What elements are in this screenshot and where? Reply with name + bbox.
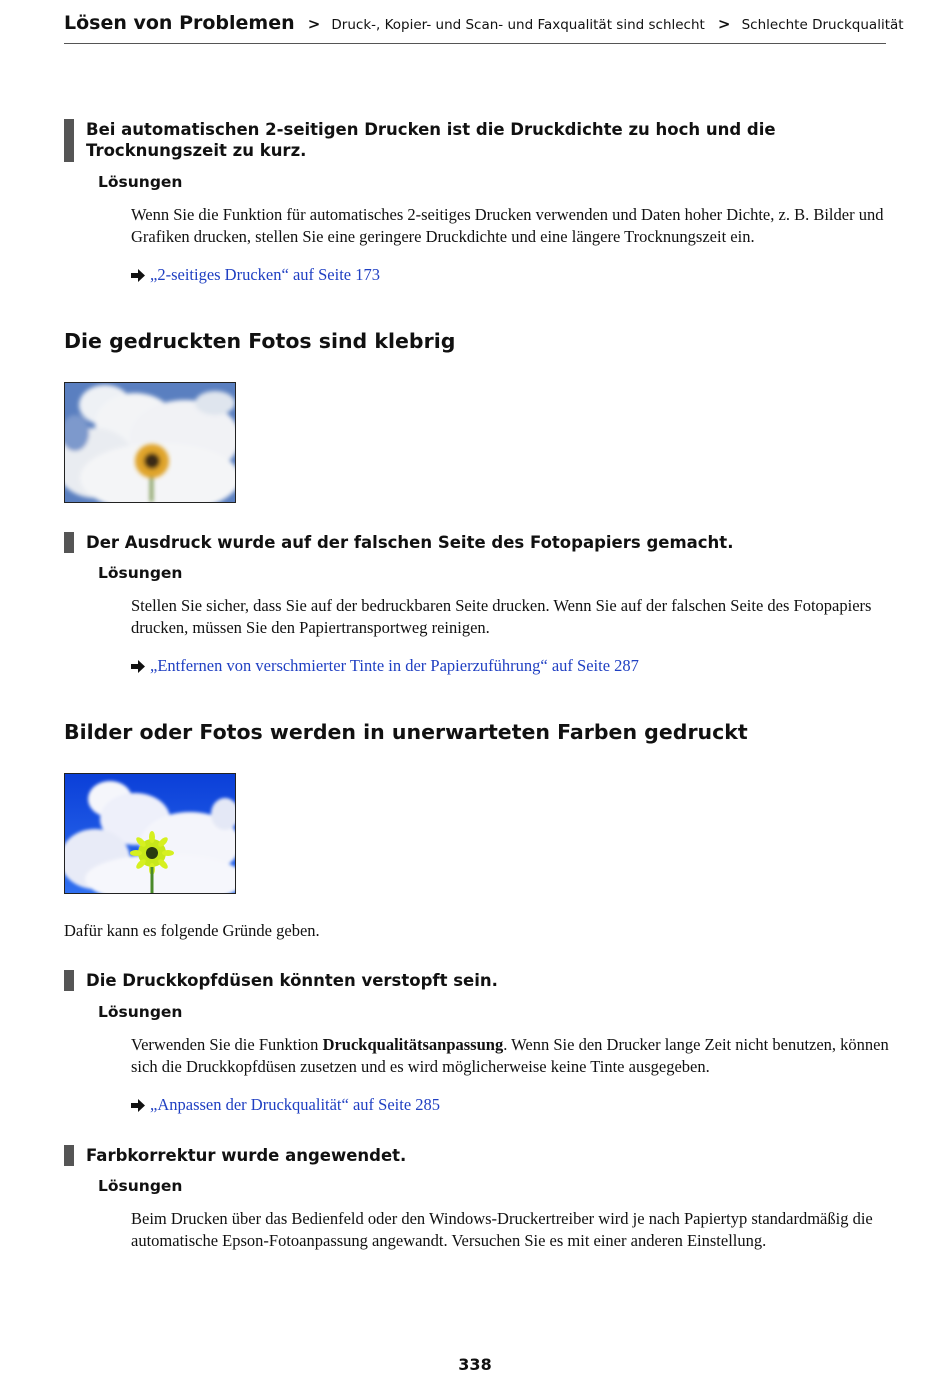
solutions-label: Lösungen: [98, 564, 183, 582]
section-title-sticky-photos: Die gedruckten Fotos sind klebrig: [64, 329, 456, 353]
breadcrumb-item-quality[interactable]: Druck-, Kopier- und Scan- und Faxqualität sind schlecht: [331, 17, 705, 33]
solution-text: Wenn Sie die Funktion für automatisches 2-seitiges Drucken verwenden und Daten hoher Dichte, z. B. Bilder und Grafiken drucken, stellen Sie eine geringere Druckdichte und eine längere Trocknungszeit ein.: [131, 205, 884, 246]
issue-heading-text: Farbkorrektur wurde angewendet.: [86, 1146, 407, 1165]
issue-heading-clogged-nozzles: [64, 970, 886, 991]
link-text[interactable]: „Entfernen von verschmierter Tinte in der Papierzuführung“ auf Seite 287: [150, 656, 639, 675]
breadcrumb-separator: >: [307, 15, 321, 33]
issue-heading-duplex-density: [64, 119, 886, 162]
issue-heading-color-correction: [64, 1145, 886, 1166]
intro-text: Dafür kann es folgende Gründe geben.: [64, 921, 320, 940]
solution-text: Stellen Sie sicher, dass Sie auf der bedruckbaren Seite drucken. Wenn Sie auf der falschen Seite des Fotopapiers drucken, müssen Sie den Papiertransportweg reinigen.: [131, 596, 872, 637]
breadcrumb-item-print-quality[interactable]: Schlechte Druckqualität: [741, 17, 904, 33]
solutions-label: Lösungen: [98, 173, 183, 191]
heading-bar: [64, 970, 74, 991]
example-photo-smeared: [64, 382, 236, 503]
example-photo-colors: [64, 773, 236, 894]
link-duplex-printing[interactable]: [131, 264, 380, 288]
solutions-label: Lösungen: [98, 1003, 183, 1021]
menu-term-print-quality-adjustment: Druckqualitätsanpassung: [322, 1035, 504, 1054]
breadcrumb-separator: >: [717, 15, 731, 33]
heading-bar: [64, 1145, 74, 1166]
page-number: 338: [458, 1355, 492, 1374]
arrow-right-icon: [131, 1096, 145, 1118]
heading-bar: [64, 119, 74, 162]
solution-text-part: . Wenn Sie den Drucker lange Zeit nicht benutzen, können sich die Druckkopfdüsen zusetzen und es wird möglicherweise keine Tinte ausgegeben.: [131, 1035, 889, 1076]
link-text[interactable]: „2-seitiges Drucken“ auf Seite 173: [150, 265, 381, 284]
issue-heading-text: Die Druckkopfdüsen könnten verstopft sein.: [86, 971, 498, 990]
link-remove-smeared-ink[interactable]: [131, 655, 639, 679]
section-title-unexpected-colors: Bilder oder Fotos werden in unerwarteten Farben gedruckt: [64, 720, 748, 744]
solution-text: [131, 1034, 891, 1078]
solution-text: Beim Drucken über das Bedienfeld oder den Windows-Druckertreiber wird je nach Papiertyp standardmäßig die automatische Epson-Fotoanpassung angewandt. Versuchen Sie es mit einer anderen Einstellung.: [131, 1209, 873, 1250]
issue-heading-text: Der Ausdruck wurde auf der falschen Seite des Fotopapiers gemacht.: [86, 533, 734, 552]
issue-heading-text: Bei automatischen 2-seitigen Drucken ist die Druckdichte zu hoch und die Trocknungszeit zu kurz.: [86, 120, 776, 160]
breadcrumb-section[interactable]: Lösen von Problemen: [64, 12, 295, 34]
solutions-label: Lösungen: [98, 1177, 183, 1195]
breadcrumb: [64, 12, 904, 44]
link-adjust-print-quality[interactable]: [131, 1094, 440, 1118]
link-text[interactable]: „Anpassen der Druckqualität“ auf Seite 285: [150, 1095, 441, 1114]
solution-text-part: Verwenden Sie die Funktion: [131, 1035, 323, 1054]
heading-bar: [64, 532, 74, 553]
issue-heading-wrong-side: [64, 532, 886, 553]
arrow-right-icon: [131, 657, 145, 679]
arrow-right-icon: [131, 266, 145, 288]
